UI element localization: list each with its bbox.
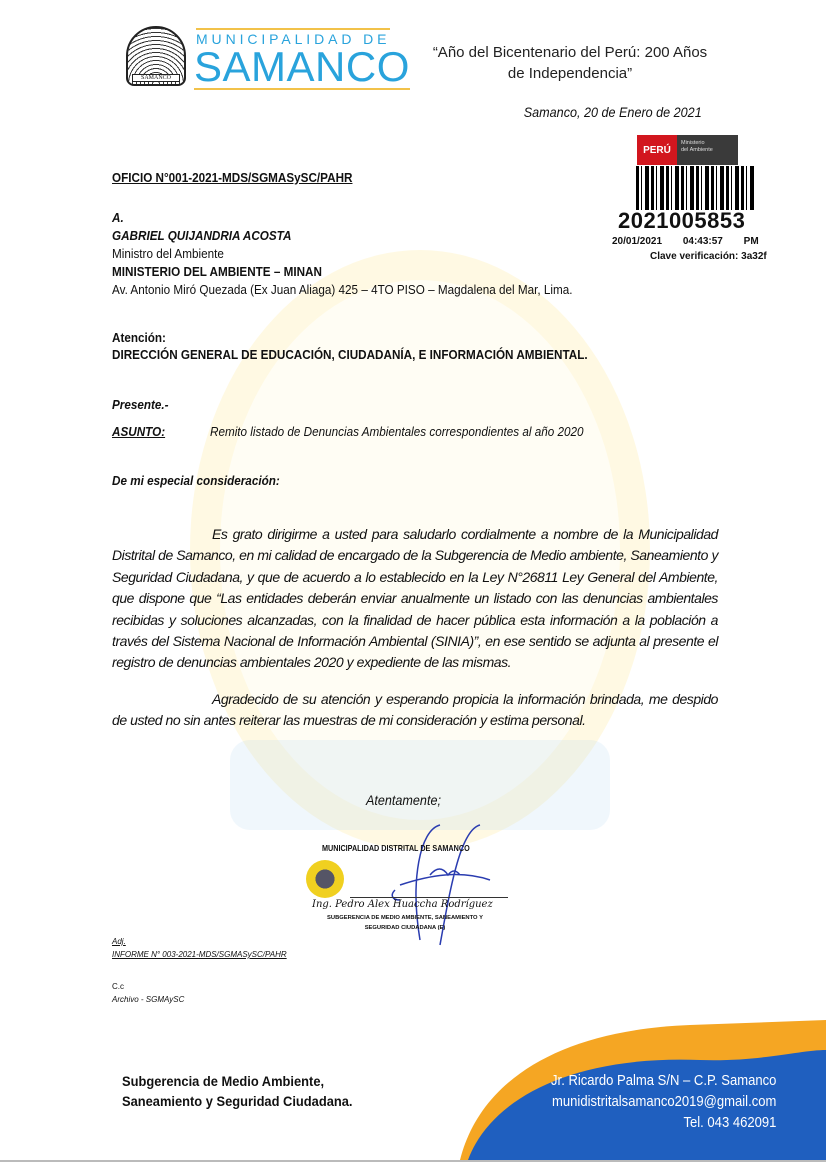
paragraph-1: Es grato dirigirme a usted para saludarlo cordialmente a nombre de la Municipalidad Distrital de Samanco, en mi calidad de encargado de la Subgerencia de Medio ambiente, Saneamiento y Seguridad Ciudadana, y que de acuerdo a lo establecido en la Ley N°26811 Ley General del Ambiente, que dispone que “Las entidades deberán enviar anualmente un listado con las denuncias ambientales recibidas y soluciones alcanzadas, con la finalidad de hacer pública esta información a la población a través del Sistema Nacional de Información Ambiental (SINIA)”, en ese sentido se adjunta al presente el registro de denuncias ambientales 2020 y expediente de las mismas.	[112, 526, 718, 671]
brand-top: MUNICIPALIDAD DE	[196, 28, 390, 47]
to-name: GABRIEL QUIJANDRIA ACOSTA	[112, 228, 292, 243]
stamp-ministry: Ministerio del Ambiente	[681, 140, 713, 153]
paragraph-2: Agradecido de su atención y esperando propicia la información brindada, me despido de usted no sin antes reiterar las muestras de mi consideración y estima personal.	[112, 690, 718, 729]
barcode-icon	[636, 166, 754, 210]
reception-stamp-header	[637, 135, 738, 165]
presente: Presente.-	[112, 397, 169, 412]
adj-value: INFORME N° 003-2021-MDS/SGMASySC/PAHR	[112, 950, 287, 959]
oficio-number: OFICIO N°001-2021-MDS/SGMASySC/PAHR	[112, 170, 353, 185]
attention-label: Atención:	[112, 330, 166, 345]
to-role: Ministro del Ambiente	[112, 246, 224, 261]
attention-value: DIRECCIÓN GENERAL DE EDUCACIÓN, CIUDADANÍA, E INFORMACIÓN AMBIENTAL.	[112, 347, 588, 362]
signature-line	[350, 897, 508, 898]
to-org: MINISTERIO DEL AMBIENTE – MINAN	[112, 264, 322, 279]
page-bottom-line	[0, 1160, 826, 1162]
letter-body	[112, 524, 718, 732]
letter-date: Samanco, 20 de Enero de 2021	[524, 104, 702, 120]
signer-role-1: SUBGERENCIA DE MEDIO AMBIENTE, SANEAMIENTO Y	[327, 915, 483, 921]
greeting: De mi especial consideración:	[112, 473, 280, 488]
adj-label: Adj.	[112, 937, 126, 946]
stamp-number: 2021005853	[618, 208, 746, 233]
municipality-logo: SAMANCO	[126, 26, 186, 86]
stamp-country: PERÚ	[637, 135, 677, 165]
closing: Atentamente;	[366, 792, 441, 808]
cc-label: C.c	[112, 982, 124, 991]
asunto-label: ASUNTO:	[112, 424, 166, 439]
to-label: A.	[112, 210, 124, 225]
signer-role-2: SEGURIDAD CIUDADANA (E)	[364, 925, 446, 931]
to-address: Av. Antonio Miró Quezada (Ex Juan Aliaga) 425 – 4TO PISO – Magdalena del Mar, Lima.	[112, 282, 573, 297]
watermark-banner	[230, 740, 610, 830]
signature-org: MUNICIPALIDAD DISTRITAL DE SAMANCO	[322, 843, 470, 853]
stamp-datetime: 20/01/2021 04:43:57 PM	[612, 236, 759, 247]
asunto-value: Remito listado de Denuncias Ambientales correspondientes al año 2020	[210, 424, 584, 439]
footer-address: Jr. Ricardo Palma S/N – C.P. Samanco	[550, 1073, 776, 1089]
footer-phone: Tel. 043 462091	[683, 1115, 776, 1131]
cc-value: Archivo - SGMAySC	[112, 995, 185, 1004]
stamp-clave: Clave verificación: 3a32f	[650, 251, 767, 262]
footer-department: Subgerencia de Medio Ambiente, Saneamiento y Seguridad Ciudadana.	[122, 1073, 353, 1109]
municipal-seal-icon	[306, 860, 344, 898]
footer-email: munidistritalsamanco2019@gmail.com	[551, 1094, 776, 1110]
year-motto: “Año del Bicentenario del Perú: 200 Años de Independencia”	[432, 44, 708, 82]
brand-main: SAMANCO	[194, 43, 410, 90]
footer-contact	[551, 1071, 776, 1134]
signer-name: Ing. Pedro Alex Huaccha Rodríguez	[312, 899, 493, 910]
